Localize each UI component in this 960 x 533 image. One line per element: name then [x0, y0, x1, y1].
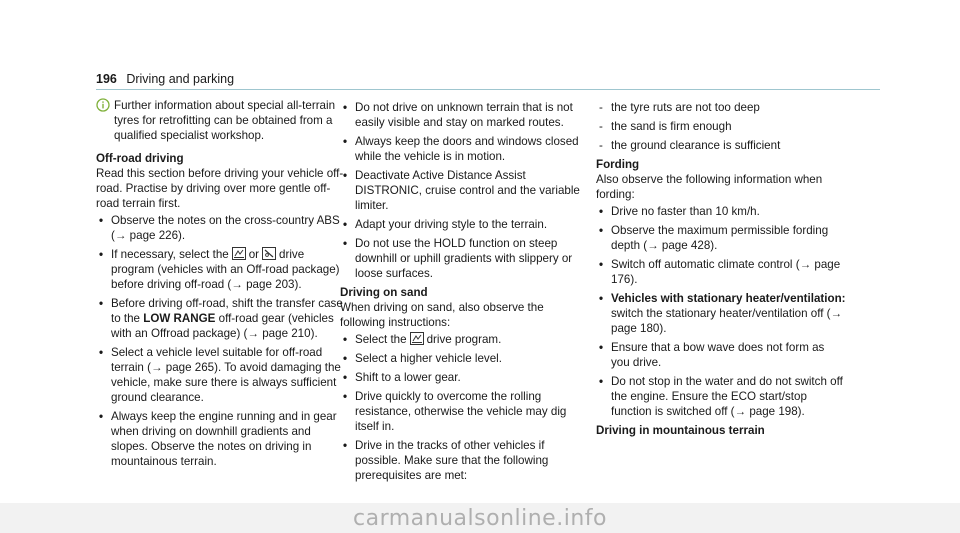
- off-road-list: [96, 213, 346, 469]
- fording-list: [596, 204, 846, 419]
- list-item: • Select a higher vehicle level.: [343, 352, 502, 365]
- page-header: [96, 72, 234, 86]
- intro-off-road: Read this section before driving your vehicle off-road. Practise by driving over more gentle off-road terrain first.: [96, 167, 344, 210]
- list-item: - the tyre ruts are not too deep: [599, 101, 760, 114]
- list-item: • Switch off automatic climate control (→ page 176).: [599, 258, 841, 286]
- intro-fording: Also observe the following information when fording:: [596, 173, 823, 201]
- note-text: Further information about special all-terrain tyres for retrofitting can be obtained from a qualified specialist workshop.: [114, 99, 336, 142]
- header-rule: [96, 89, 880, 90]
- list-item: • Drive quickly to overcome the rolling resistance, otherwise the vehicle may dig itself in.: [343, 390, 567, 433]
- list-item: • Drive no faster than 10 km/h.: [599, 205, 760, 218]
- off-road-list-cont: [340, 100, 590, 281]
- page-number: 196: [96, 72, 117, 86]
- list-item: • Do not drive on unknown terrain that is not easily visible and stay on marked routes.: [343, 101, 573, 129]
- offroad-mode-icon: [262, 247, 276, 260]
- list-item: • Before driving off-road, shift the transfer case to the LOW RANGE off-road gear (vehicles with an Offroad package) (→ page 210).: [99, 297, 343, 340]
- info-note: [96, 98, 346, 143]
- heading-mountainous: Driving in mountainous terrain: [596, 424, 765, 437]
- list-item: • Observe the maximum permissible fording depth (→ page 428).: [599, 224, 829, 252]
- list-item: • Do not use the HOLD function on steep downhill or uphill gradients with slippery or loose surfaces.: [343, 237, 573, 280]
- column-2: [340, 98, 590, 487]
- sand-mode-icon: [232, 247, 246, 260]
- list-item: • Always keep the doors and windows closed while the vehicle is in motion.: [343, 135, 579, 163]
- list-item: • Select a vehicle level suitable for off-road terrain (→ page 265). To avoid damaging the vehicle, make sure there is always sufficient ground clearance.: [99, 346, 341, 404]
- sand-list: [340, 332, 590, 483]
- list-item: • Adapt your driving style to the terrain.: [343, 218, 548, 231]
- watermark: carmanualsonline.info: [0, 503, 960, 533]
- list-item: • Do not stop in the water and do not switch off the engine. Ensure the ECO start/stop function is switched off (→ page 198).: [599, 375, 843, 418]
- list-item: • Deactivate Active Distance Assist DISTRONIC, cruise control and the variable limiter.: [343, 169, 580, 212]
- heading-off-road: Off-road driving: [96, 152, 184, 165]
- sand-mode-icon: [410, 332, 424, 345]
- heading-fording: Fording: [596, 158, 640, 171]
- list-item: - the ground clearance is sufficient: [599, 139, 781, 152]
- column-1: [96, 98, 346, 473]
- list-item: • Select the drive program.: [343, 333, 502, 346]
- list-item: • Always keep the engine running and in gear when driving on downhill gradients and slopes. Observe the notes on driving in mountainous terrain.: [99, 410, 337, 468]
- prerequisite-list: [596, 100, 846, 153]
- column-3: [596, 98, 846, 438]
- list-item: • If necessary, select the or drive program (vehicles with an Off-road package) before driving off-road (→ page 203).: [99, 248, 340, 291]
- heading-sand: Driving on sand: [340, 286, 428, 299]
- list-item: • Ensure that a bow wave does not form as you drive.: [599, 341, 825, 369]
- info-icon: [96, 98, 110, 112]
- list-item: - the sand is firm enough: [599, 120, 732, 133]
- list-item: • Drive in the tracks of other vehicles if possible. Make sure that the following prerequisites are met:: [343, 439, 549, 482]
- list-item: • Shift to a lower gear.: [343, 371, 461, 384]
- list-item: • Vehicles with stationary heater/ventilation: switch the stationary heater/ventilation off (→ page 180).: [599, 292, 846, 335]
- section-title: Driving and parking: [126, 72, 235, 86]
- intro-sand: When driving on sand, also observe the following instructions:: [340, 301, 544, 329]
- list-item: • Observe the notes on the cross-country ABS (→ page 226).: [99, 214, 340, 242]
